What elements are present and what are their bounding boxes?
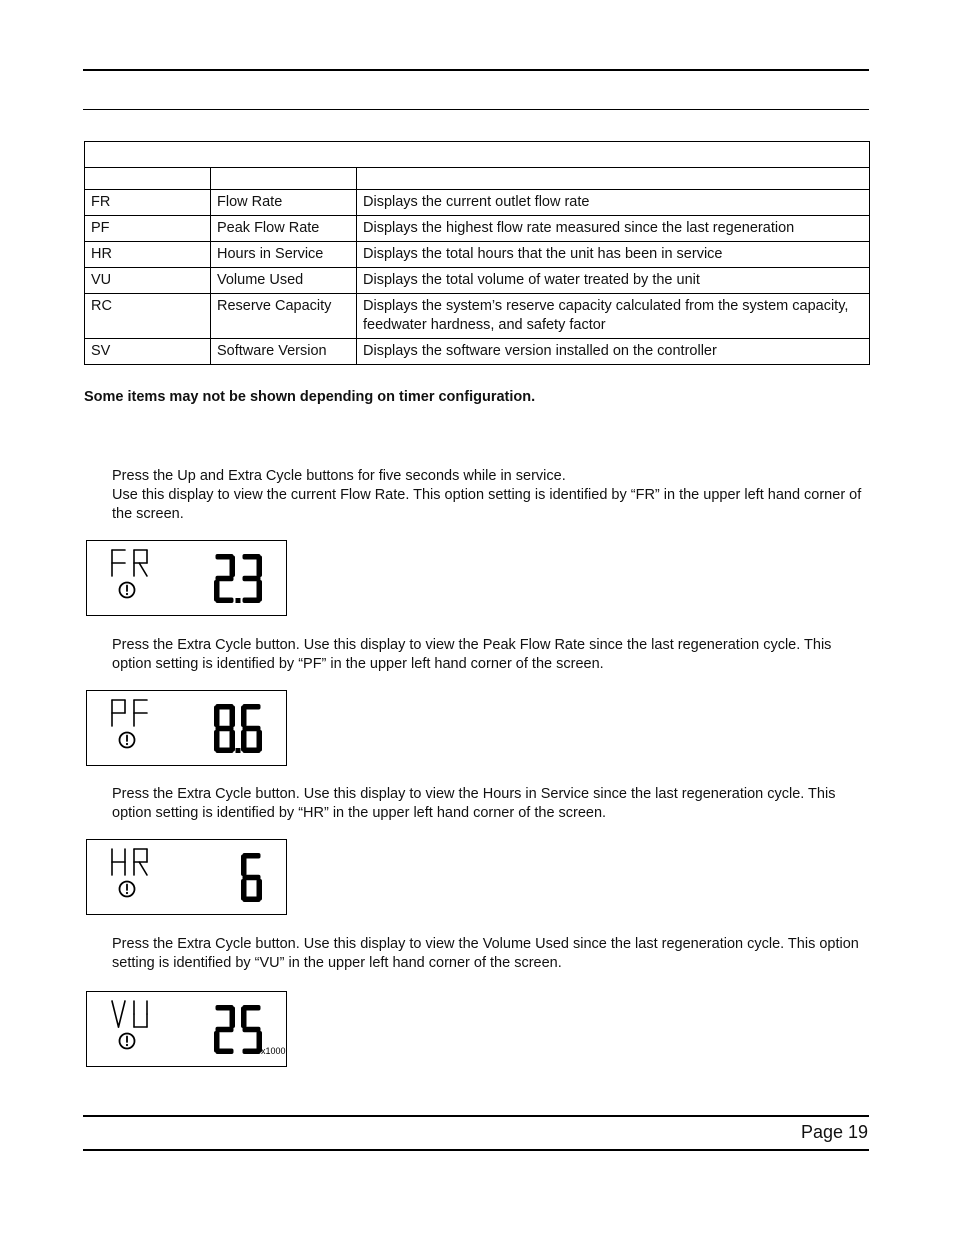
lcd-digit-segment xyxy=(243,598,261,604)
table-header-row xyxy=(85,168,870,190)
header-rule xyxy=(83,69,869,71)
table-cell-code: VU xyxy=(85,268,211,294)
section-fr-text xyxy=(112,467,872,524)
table-cell-code: SV xyxy=(85,339,211,365)
section-vu-text xyxy=(112,935,872,973)
lcd-digit-segment xyxy=(241,1007,247,1029)
lcd-screen xyxy=(87,691,286,765)
instruction-line: Press the Extra Cycle button. Use this display to view the Volume Used since the last regeneration cycle. This option setting is identified by “VU” in the upper left hand corner of the screen. xyxy=(112,936,859,971)
table-cell-code: FR xyxy=(85,190,211,216)
lcd-digit-segment xyxy=(214,706,220,728)
lcd-digit-segment xyxy=(257,879,263,901)
header-subrule xyxy=(83,109,869,110)
table-title-row xyxy=(85,142,870,168)
lcd-letter-segment xyxy=(139,563,147,576)
lcd-digit-segment xyxy=(216,726,234,732)
table-cell-desc: Displays the total volume of water treated by the unit xyxy=(357,268,870,294)
footer-rule-bottom xyxy=(83,1149,869,1151)
lcd-digit-segment xyxy=(230,556,236,578)
lcd-digit-segment xyxy=(241,855,247,877)
lcd-digit-segment xyxy=(241,706,247,728)
table-cell-code: PF xyxy=(85,216,211,242)
lcd-screen xyxy=(87,992,286,1066)
table-cell-code: RC xyxy=(85,294,211,339)
table-cell-name: Peak Flow Rate xyxy=(211,216,357,242)
lcd-display-vu xyxy=(86,991,287,1067)
table-cell-desc: Displays the current outlet flow rate xyxy=(357,190,870,216)
instruction-line: Press the Extra Cycle button. Use this display to view the Hours in Service since the last regeneration cycle. This option setting is identified by “HR” in the upper left hand corner of the screen. xyxy=(112,786,836,821)
exclamation-circle-icon xyxy=(120,1034,135,1049)
lcd-letter-segment xyxy=(119,1001,126,1027)
table-row xyxy=(85,268,870,294)
lcd-digit-segment xyxy=(216,598,234,604)
table-cell-name: Volume Used xyxy=(211,268,357,294)
lcd-digit-segment xyxy=(230,706,236,728)
table-row xyxy=(85,190,870,216)
display-items-table xyxy=(84,141,870,365)
lcd-letter-segment xyxy=(139,862,147,875)
lcd-decimal-point xyxy=(236,748,241,753)
table-cell-code: HR xyxy=(85,242,211,268)
section-hr-text xyxy=(112,785,872,823)
exclamation-circle-icon xyxy=(120,882,135,897)
exclamation-circle-icon xyxy=(120,583,135,598)
lcd-digit-segment xyxy=(257,556,263,578)
instruction-line: Press the Extra Cycle button. Use this display to view the Peak Flow Rate since the last regeneration cycle. This option setting is identified by “PF” in the upper left hand corner of the screen. xyxy=(112,637,832,672)
lcd-screen xyxy=(87,541,286,615)
table-cell-name: Hours in Service xyxy=(211,242,357,268)
table-row xyxy=(85,242,870,268)
lcd-letter-segment xyxy=(112,1001,119,1027)
lcd-digit-segment xyxy=(243,1049,261,1055)
lcd-digit-segment xyxy=(216,1049,234,1055)
table-cell-desc: Displays the software version installed on the controller xyxy=(357,339,870,365)
lcd-digit-segment xyxy=(214,730,220,752)
table-row xyxy=(85,339,870,365)
table-cell-desc: Displays the total hours that the unit has been in service xyxy=(357,242,870,268)
lcd-screen xyxy=(87,840,286,914)
lcd-display-hr xyxy=(86,839,287,915)
table-cell-desc: Displays the system’s reserve capacity calculated from the system capacity, feedwater hardness, and safety factor xyxy=(357,294,870,339)
table-row xyxy=(85,216,870,242)
exclamation-circle-icon xyxy=(120,733,135,748)
lcd-display-fr xyxy=(86,540,287,616)
lcd-decimal-point xyxy=(236,598,241,603)
table-cell-name: Flow Rate xyxy=(211,190,357,216)
section-pf-text xyxy=(112,636,872,674)
table-cell-name: Software Version xyxy=(211,339,357,365)
footer-rule xyxy=(83,1115,869,1117)
lcd-display-pf xyxy=(86,690,287,766)
instruction-line: Press the Up and Extra Cycle buttons for five seconds while in service. xyxy=(112,468,566,484)
lcd-digit-segment xyxy=(230,1007,236,1029)
table-row xyxy=(85,294,870,339)
table-cell-desc: Displays the highest flow rate measured since the last regeneration xyxy=(357,216,870,242)
configuration-note: Some items may not be shown depending on timer configuration. xyxy=(84,389,536,405)
lcd-multiplier: x1000 xyxy=(261,1046,286,1056)
table-cell-name: Reserve Capacity xyxy=(211,294,357,339)
page-number: Page 19 xyxy=(800,1122,868,1142)
instruction-line: Use this display to view the current Flow Rate. This option setting is identified by “FR” in the upper left hand corner of the screen. xyxy=(112,487,862,522)
lcd-digit-segment xyxy=(257,730,263,752)
